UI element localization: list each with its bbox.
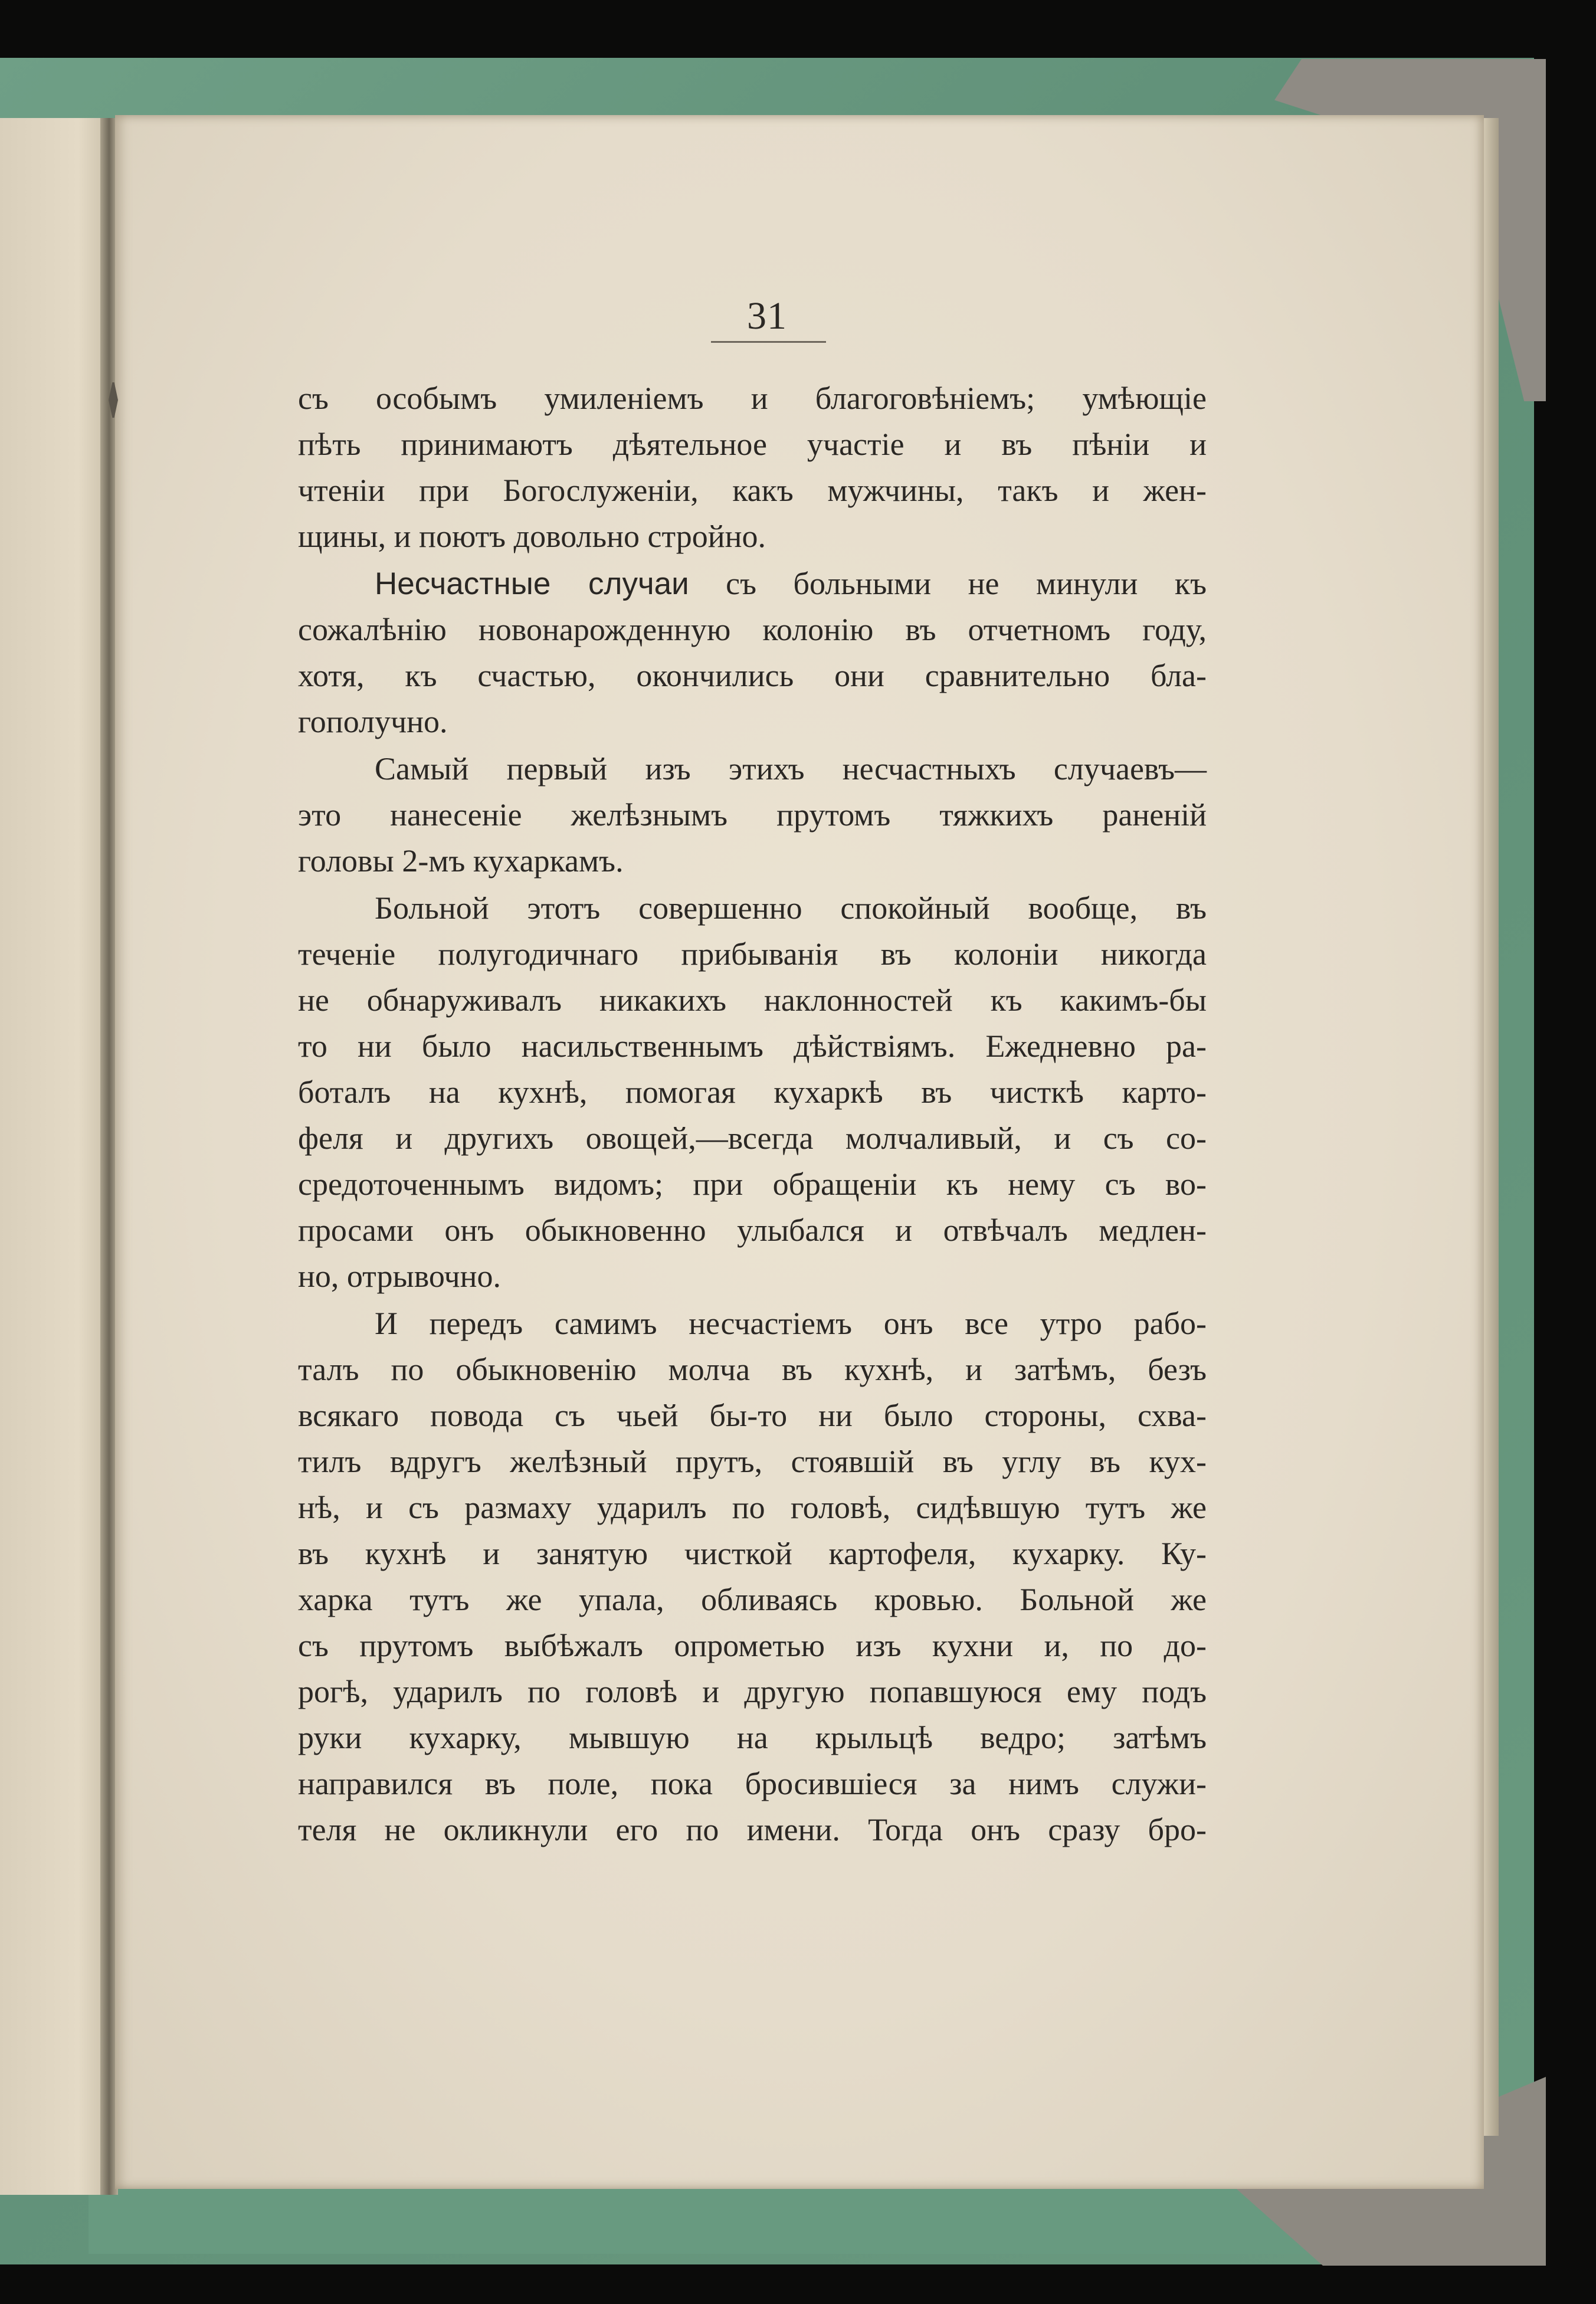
text-line-paragraph-start: Самый первый изъ этихъ несчастныхъ случаевъ— — [375, 751, 1207, 786]
text-line: феля и другихъ овощей,—всегда молчаливый, и съ со- — [298, 1120, 1207, 1156]
text-line: чтеніи при Богослуженіи, какъ мужчины, такъ и жен- — [298, 473, 1207, 508]
page-number: 31 — [747, 294, 787, 337]
text-line: средоточеннымъ видомъ; при обращеніи къ нему съ во- — [298, 1166, 1207, 1202]
text-line: талъ по обыкновенію молча въ кухнѣ, и затѣмъ, безъ — [298, 1352, 1207, 1387]
text-line: гополучно. — [298, 704, 448, 739]
text-line: головы 2-мъ кухаркамъ. — [298, 843, 624, 879]
text-line: съ прутомъ выбѣжалъ опрометью изъ кухни и, по до- — [298, 1628, 1207, 1663]
text-line: но, отрывочно. — [298, 1258, 502, 1294]
text-line: боталъ на кухнѣ, помогая кухаркѣ въ чисткѣ карто- — [298, 1074, 1207, 1110]
text-line: нѣ, и съ размаху ударилъ по головѣ, сидѣвшую тутъ же — [298, 1490, 1207, 1525]
text-line: хотя, къ счастью, окончились они сравнительно бла- — [298, 658, 1207, 693]
text-line: теля не окликнули его по имени. Тогда онъ сразу бро- — [298, 1812, 1207, 1847]
text-line-paragraph-start — [298, 561, 1207, 607]
text-line: щины, и поютъ довольно стройно. — [298, 519, 766, 554]
text-line: пѣть принимаютъ дѣятельное участіе и въ пѣніи и — [298, 427, 1207, 462]
run-in-heading: Несчастные случаи — [375, 566, 689, 601]
text-line: съ особымъ умиленіемъ и благоговѣніемъ; умѣющіе — [298, 381, 1207, 416]
text-line: это нанесеніе желѣзнымъ прутомъ тяжкихъ раненій — [298, 797, 1207, 833]
text-line: то ни было насильственнымъ дѣйствіямъ. Ежедневно ра- — [298, 1028, 1207, 1064]
text-line: въ кухнѣ и занятую чисткой картофеля, кухарку. Ку- — [298, 1536, 1207, 1571]
text-line: харка тутъ же упала, обливаясь кровью. Больной же — [298, 1582, 1207, 1617]
text-line: рогѣ, ударилъ по головѣ и другую попавшуюся ему подъ — [298, 1674, 1207, 1709]
text-line-paragraph-start: Больной этотъ совершенно спокойный вообще, въ — [375, 890, 1207, 926]
page-number-rule — [711, 341, 826, 343]
text-line: направился въ поле, пока бросившіеся за нимъ служи- — [298, 1766, 1207, 1801]
text-line: всякаго повода съ чьей бы-то ни было стороны, схва- — [298, 1398, 1207, 1433]
text-line-paragraph-start: И передъ самимъ несчастіемъ онъ все утро рабо- — [375, 1306, 1207, 1341]
text-line-rest: съ больными не минули къ — [689, 566, 1207, 601]
text-line: не обнаруживалъ никакихъ наклонностей къ какимъ-бы — [298, 982, 1207, 1018]
text-line: просами онъ обыкновенно улыбался и отвѣчалъ медлен- — [298, 1212, 1207, 1248]
left-facing-page — [0, 118, 112, 2195]
text-line: тилъ вдругъ желѣзный прутъ, стоявшій въ углу въ кух- — [298, 1444, 1207, 1479]
text-line: сожалѣнію новонарожденную колонію въ отчетномъ году, — [298, 612, 1207, 647]
text-line: руки кухарку, мывшую на крыльцѣ ведро; затѣмъ — [298, 1720, 1207, 1755]
text-line: теченіе полугодичнаго прибыванія въ колоніи никогда — [298, 936, 1207, 972]
